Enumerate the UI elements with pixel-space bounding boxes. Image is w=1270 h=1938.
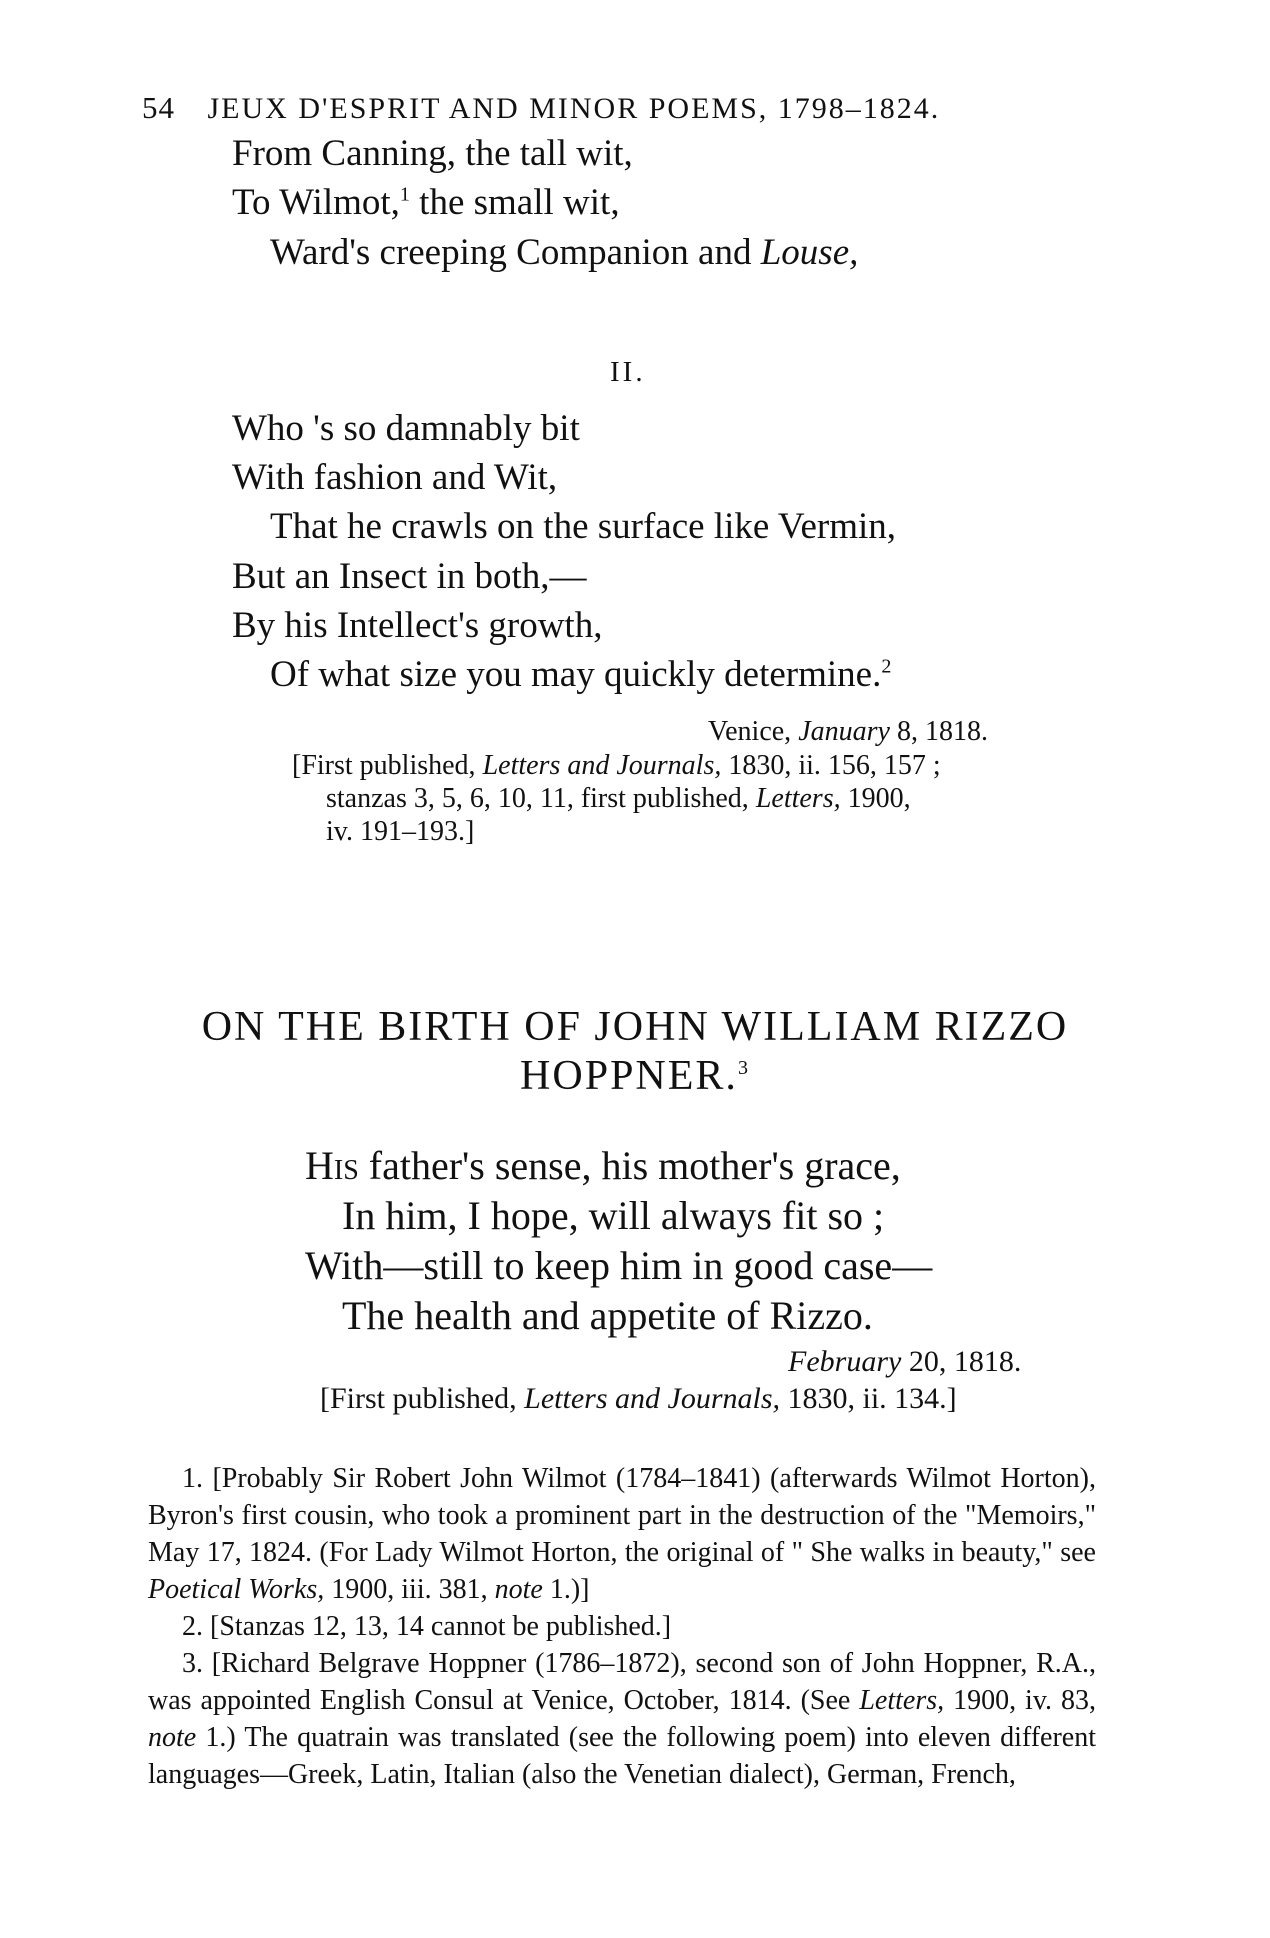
- poem-heading: ON THE BIRTH OF JOHN WILLIAM RIZZO: [201, 1004, 1069, 1050]
- publication-note: iv. 191–193.]: [326, 816, 475, 847]
- verse-initial: His: [305, 1143, 359, 1188]
- verse-line: Who 's so damnably bit: [232, 408, 580, 449]
- footnote-text: 1.) The quatrain was translated (see the following poem) into eleven different languages—Greek, Latin, Italian (also the Venetian dialect), German, French,: [148, 1722, 1096, 1790]
- pub-text: [First published,: [292, 750, 483, 781]
- publication-note: [326, 785, 911, 813]
- verse-text: Of what size you may quickly determine.: [270, 654, 882, 695]
- heading-text: HOPPNER.: [520, 1053, 738, 1099]
- pub-italic: Letters and Journals,: [482, 750, 722, 781]
- pub-italic: Letters,: [755, 783, 841, 814]
- pub-text: stanzas 3, 5, 6, 10, 11, first published,: [326, 783, 756, 814]
- footnote-text: 1.)]: [542, 1574, 590, 1605]
- verse-text: the small wit,: [409, 182, 620, 223]
- verse-line: With fashion and Wit,: [232, 457, 558, 498]
- footnote-ref-2: 2: [881, 655, 892, 678]
- verse-line: [305, 1143, 901, 1188]
- footnote-italic: note: [148, 1722, 197, 1753]
- verse-text: Ward's creeping Companion and: [270, 232, 761, 273]
- footnote-text: 1. [Probably Sir Robert John Wilmot (1784–1841) (afterwards Wilmot Horton), Byron's first cousin, who took a prominent part in the destruction of the "Memoirs," May 17, 1824. (For Lady Wilmot Horton, the original of " She walks in beauty," see: [148, 1463, 1096, 1568]
- footnote-2: 2. [Stanzas 12, 13, 14 cannot be published.]: [182, 1611, 672, 1642]
- publication-note: [320, 1384, 957, 1414]
- footnote-3: [148, 1645, 1096, 1793]
- verse-line: With—still to keep him in good case—: [305, 1243, 933, 1288]
- running-header: [142, 90, 940, 126]
- verse-text: father's sense, his mother's grace,: [358, 1143, 901, 1188]
- dateline-text: Venice,: [708, 716, 799, 747]
- footnote-text: 3. [Richard Belgrave Hoppner (1786–1872), second son of John Hoppner, R.A., was appointed English Consul at Venice, October, 1814. (See: [148, 1648, 1096, 1716]
- footnote-italic: Poetical Works,: [148, 1574, 325, 1605]
- publication-note: [292, 752, 941, 780]
- verse-line: From Canning, the tall wit,: [232, 133, 633, 174]
- verse-line: But an Insect in both,—: [232, 556, 587, 597]
- verse-text: To Wilmot,: [232, 182, 400, 223]
- verse-line: [232, 184, 620, 221]
- pub-italic: Letters and Journals,: [524, 1382, 781, 1415]
- verse-italic: Louse,: [760, 232, 859, 273]
- footnote-1: [148, 1460, 1096, 1608]
- poem-heading: [0, 1055, 1270, 1097]
- footnote-ref-1: 1: [399, 183, 410, 206]
- footnote-italic: Letters,: [859, 1685, 945, 1716]
- dateline-month: January: [798, 716, 890, 747]
- verse-line: The health and appetite of Rizzo.: [342, 1293, 873, 1338]
- dateline-text: 8, 1818.: [889, 716, 988, 747]
- pub-text: 1830, ii. 156, 157 ;: [721, 750, 941, 781]
- verse-line: By his Intellect's growth,: [232, 605, 603, 646]
- verse-line: In him, I hope, will always fit so ;: [342, 1193, 885, 1238]
- verse-line: That he crawls on the surface like Vermin,: [270, 506, 897, 547]
- dateline-text: 20, 1818.: [901, 1345, 1022, 1378]
- pub-text: 1900,: [840, 783, 911, 814]
- footnote-italic: note: [494, 1574, 543, 1605]
- stanza-number: II.: [610, 356, 646, 388]
- footnote-text: 1900, iii. 381,: [324, 1574, 495, 1605]
- dateline: [708, 718, 988, 746]
- verse-line: [270, 234, 858, 271]
- verse-line: [270, 656, 891, 693]
- footnotes: [148, 1460, 1096, 1793]
- dateline: [788, 1347, 1021, 1377]
- pub-text: [First published,: [320, 1382, 525, 1415]
- footnote-text: 1900, iv. 83,: [944, 1685, 1096, 1716]
- pub-text: 1830, ii. 134.]: [780, 1382, 957, 1415]
- footnote-ref-3: 3: [737, 1057, 750, 1079]
- dateline-month: February: [788, 1345, 902, 1378]
- running-title: JEUX D'ESPRIT AND MINOR POEMS, 1798–1824.: [207, 92, 941, 125]
- page-number: 54: [142, 90, 175, 125]
